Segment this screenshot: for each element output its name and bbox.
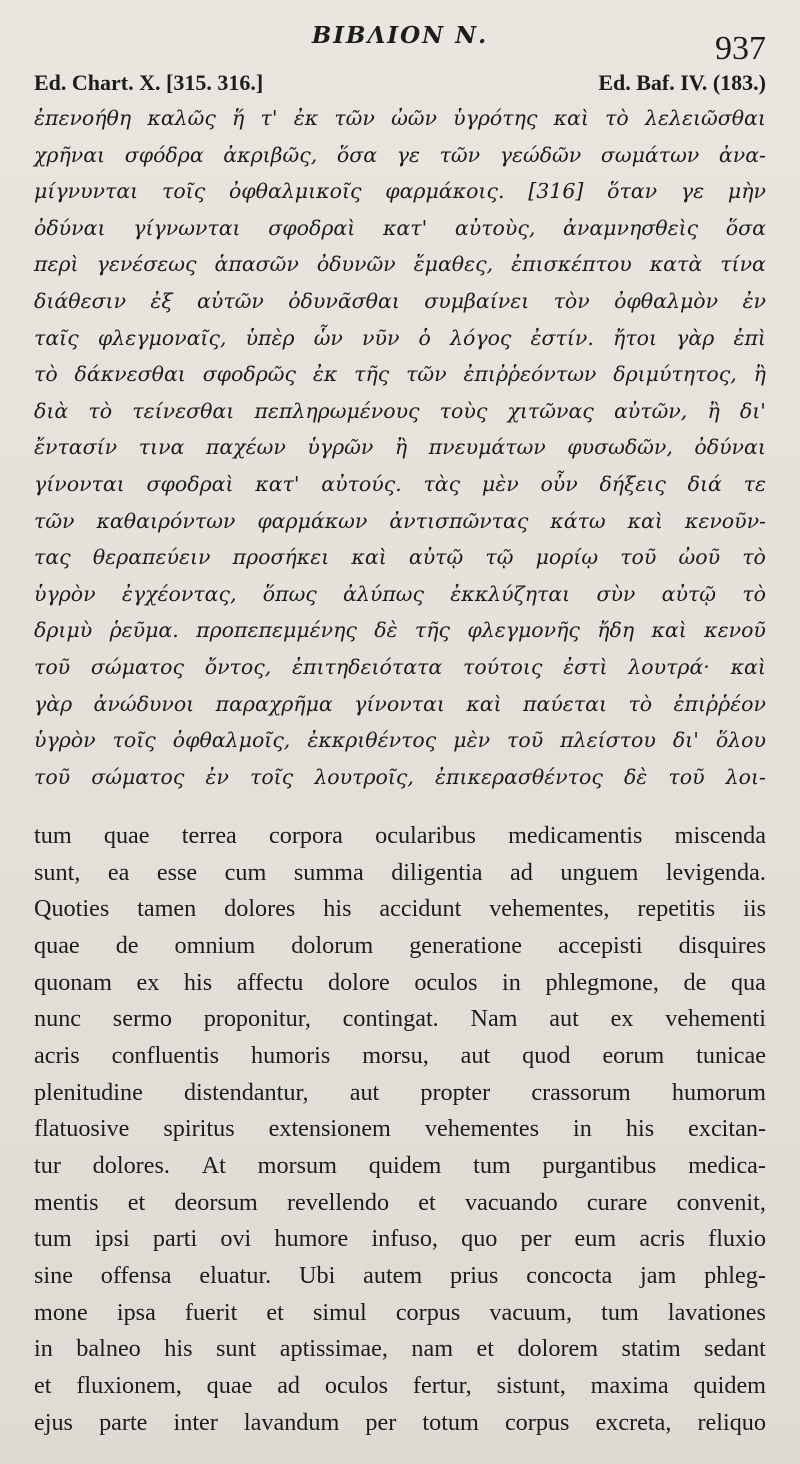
greek-text-line: τὸ δάκνεσθαι σφοδρῶς ἐκ τῆς τῶν ἐπιῤῥεόντων δριμύτητος, ἢ <box>34 362 766 387</box>
greek-text-line: γὰρ ἀνώδυνοι παραχρῆμα γίνονται καὶ παύεται τὸ ἐπιῤῥέον <box>34 691 766 716</box>
latin-text-line: Quoties tamen dolores his accidunt vehementes, repetitis iis <box>34 895 766 923</box>
greek-text-line: ὑγρὸν τοῖς ὀφθαλμοῖς, ἐκκριθέντος μὲν τοῦ πλείστου δι' ὅλου <box>34 728 766 753</box>
latin-text-line: flatuosive spiritus extensionem vehementes in his excitan- <box>34 1115 766 1143</box>
latin-text-line: mone ipsa fuerit et simul corpus vacuum, tum lavationes <box>34 1298 766 1326</box>
greek-text-line: μίγνυνται τοῖς ὀφθαλμικοῖς φαρμάκοις. [316] ὅταν γε μὴν <box>34 179 766 204</box>
edition-reference-left: Ed. Chart. X. [315. 316.] <box>34 70 264 95</box>
latin-text-line: nunc sermo proponitur, contingat. Nam aut ex vehementi <box>34 1005 766 1033</box>
greek-text-line: διάθεσιν ἐξ αὐτῶν ὀδυνᾶσθαι συμβαίνει τὸν ὀφθαλμὸν ἐν <box>34 288 766 313</box>
greek-text-line: ἐπενοήθη καλῶς ἥ τ' ἐκ τῶν ὠῶν ὑγρότης καὶ τὸ λελειῶσθαι <box>34 106 766 130</box>
edition-reference-line <box>34 70 766 96</box>
greek-text-line: τῶν καθαιρόντων φαρμάκων ἀντισπῶντας κάτω καὶ κενοῦν- <box>34 508 766 533</box>
latin-text-line: ejus parte inter lavandum per totum corpus excreta, reliquo <box>34 1408 766 1436</box>
greek-text-line: χρῆναι σφόδρα ἀκριβῶς, ὅσα γε τῶν γεώδῶν σωμάτων ἀνα- <box>34 142 766 167</box>
greek-text-line: τοῦ σώματος ἐν τοῖς λουτροῖς, ἐπικερασθέντος δὲ τοῦ λοι- <box>34 764 766 789</box>
running-title: ΒΙΒΛΙΟΝ Ν. <box>311 22 489 49</box>
edition-reference-right: Ed. Baf. IV. (183.) <box>598 70 766 95</box>
greek-text-line: περὶ γενέσεως ἁπασῶν ὀδυνῶν ἔμαθες, ἐπισκέπτου κατὰ τίνα <box>34 252 766 277</box>
latin-text-line: tur dolores. At morsum quidem tum purgantibus medica- <box>34 1151 766 1179</box>
latin-text-line: acris confluentis humoris morsu, aut quod eorum tunicae <box>34 1041 766 1069</box>
greek-text-line: ὑγρὸν ἐγχέοντας, ὅπως ἀλύπως ἐκκλύζηται σὺν αὐτῷ τὸ <box>34 581 766 606</box>
latin-text-line: tum quae terrea corpora ocularibus medicamentis miscenda <box>34 822 766 849</box>
latin-text-line: sine offensa eluatur. Ubi autem prius concocta jam phleg- <box>34 1261 766 1289</box>
latin-text-line: sunt, ea esse cum summa diligentia ad unguem levigenda. <box>34 858 766 886</box>
greek-text-line: τοῦ σώματος ὄντος, ἐπιτηδειότατα τούτοις ἐστὶ λουτρά· καὶ <box>34 654 766 679</box>
greek-text-line: δριμὺ ῥεῦμα. προπεπεμμένης δὲ τῆς φλεγμονῆς ἤδη καὶ κενοῦ <box>34 618 766 643</box>
greek-text-line: διὰ τὸ τείνεσθαι πεπληρωμένους τοὺς χιτῶνας αὐτῶν, ἢ δι' <box>34 398 766 423</box>
latin-text-block <box>34 818 766 1441</box>
latin-text-line: in balneo his sunt aptissimae, nam et dolorem statim sedant <box>34 1335 766 1363</box>
latin-text-line: quae de omnium dolorum generatione accepisti disquires <box>34 931 766 959</box>
latin-text-line: quonam ex his affectu dolore oculos in phlegmone, de qua <box>34 968 766 996</box>
latin-text-line: tum ipsi parti ovi humore infuso, quo per eum acris fluxio <box>34 1225 766 1253</box>
latin-text-line: mentis et deorsum revellendo et vacuando curare convenit, <box>34 1188 766 1216</box>
greek-text-line: γίνονται σφοδραὶ κατ' αὐτούς. τὰς μὲν οὖν δήξεις διά τε <box>34 471 766 496</box>
latin-text-line: et fluxionem, quae ad oculos fertur, sistunt, maxima quidem <box>34 1371 766 1399</box>
greek-text-block <box>34 100 766 795</box>
page-number: 937 <box>715 30 766 67</box>
greek-text-line: τας θεραπεύειν προσήκει καὶ αὐτῷ τῷ μορίῳ τοῦ ὠοῦ τὸ <box>34 545 766 570</box>
greek-text-line: ἔντασίν τινα παχέων ὑγρῶν ἢ πνευμάτων φυσωδῶν, ὀδύναι <box>34 435 766 460</box>
greek-text-line: ταῖς φλεγμοναῖς, ὑπὲρ ὧν νῦν ὁ λόγος ἐστίν. ἤτοι γὰρ ἐπὶ <box>34 325 766 350</box>
greek-text-line: ὀδύναι γίγνωνται σφοδραὶ κατ' αὐτοὺς, ἀναμνησθεὶς ὅσα <box>34 215 766 240</box>
latin-text-line: plenitudine distendantur, aut propter crassorum humorum <box>34 1078 766 1106</box>
